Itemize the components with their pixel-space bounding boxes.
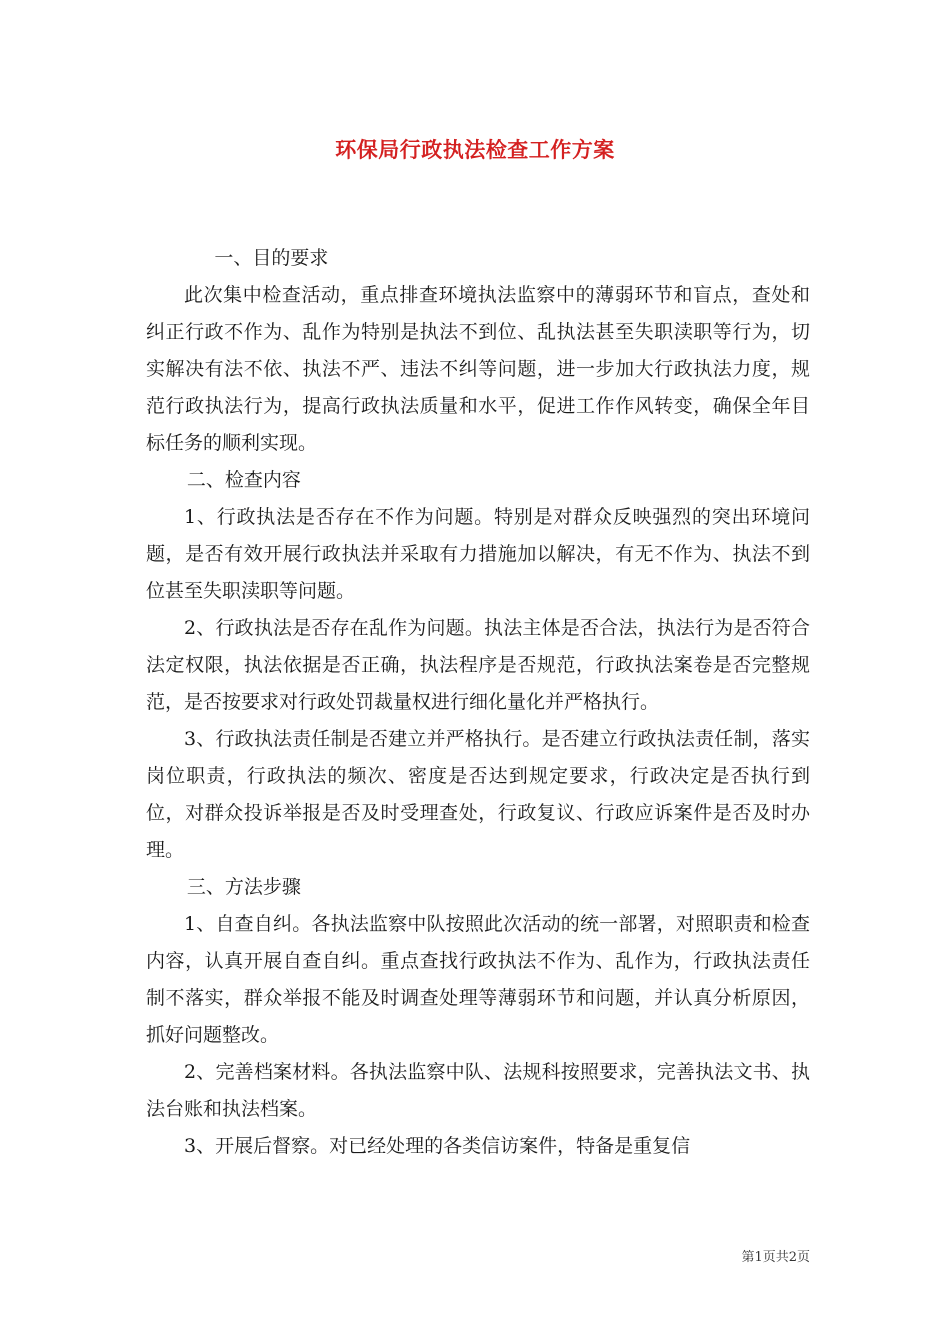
document-body — [146, 240, 810, 1165]
document-title: 环保局行政执法检查工作方案 — [335, 137, 615, 162]
paragraph-step-2: 2、完善档案材料。各执法监察中队、法规科按照要求，完善执法文书、执法台账和执法档案。 — [146, 1061, 810, 1120]
paragraph-content-3: 3、行政执法责任制是否建立并严格执行。是否建立行政执法责任制，落实岗位职责，行政执法的频次、密度是否达到规定要求，行政决定是否执行到位，对群众投诉举报是否及时受理查处，行政复议、行政应诉案件是否及时办理。 — [146, 728, 810, 861]
paragraph-purpose: 此次集中检查活动，重点排查环境执法监察中的薄弱环节和盲点，查处和纠正行政不作为、乱作为特别是执法不到位、乱执法甚至失职渎职等行为，切实解决有法不依、执法不严、违法不纠等问题，进一步加大行政执法力度，规范行政执法行为，提高行政执法质量和水平，促进工作作风转变，确保全年目标任务的顺利实现。 — [146, 284, 810, 454]
section-heading-2: 二、检查内容 — [186, 469, 301, 491]
page-number: 第1页共2页 — [741, 1250, 810, 1265]
section-heading-1: 一、目的要求 — [214, 247, 329, 269]
paragraph-content-1: 1、行政执法是否存在不作为问题。特别是对群众反映强烈的突出环境问题，是否有效开展行政执法并采取有力措施加以解决，有无不作为、执法不到位甚至失职渎职等问题。 — [146, 506, 810, 602]
paragraph-content-2: 2、行政执法是否存在乱作为问题。执法主体是否合法，执法行为是否符合法定权限，执法依据是否正确，执法程序是否规范，行政执法案卷是否完整规范，是否按要求对行政处罚裁量权进行细化量化并严格执行。 — [146, 617, 810, 713]
paragraph-step-3: 3、开展后督察。对已经处理的各类信访案件，特备是重复信 — [184, 1135, 691, 1157]
section-heading-3: 三、方法步骤 — [186, 876, 301, 898]
paragraph-step-1: 1、自查自纠。各执法监察中队按照此次活动的统一部署，对照职责和检查内容，认真开展自查自纠。重点查找行政执法不作为、乱作为，行政执法责任制不落实，群众举报不能及时调查处理等薄弱环节和问题，并认真分析原因，抓好问题整改。 — [146, 913, 810, 1046]
